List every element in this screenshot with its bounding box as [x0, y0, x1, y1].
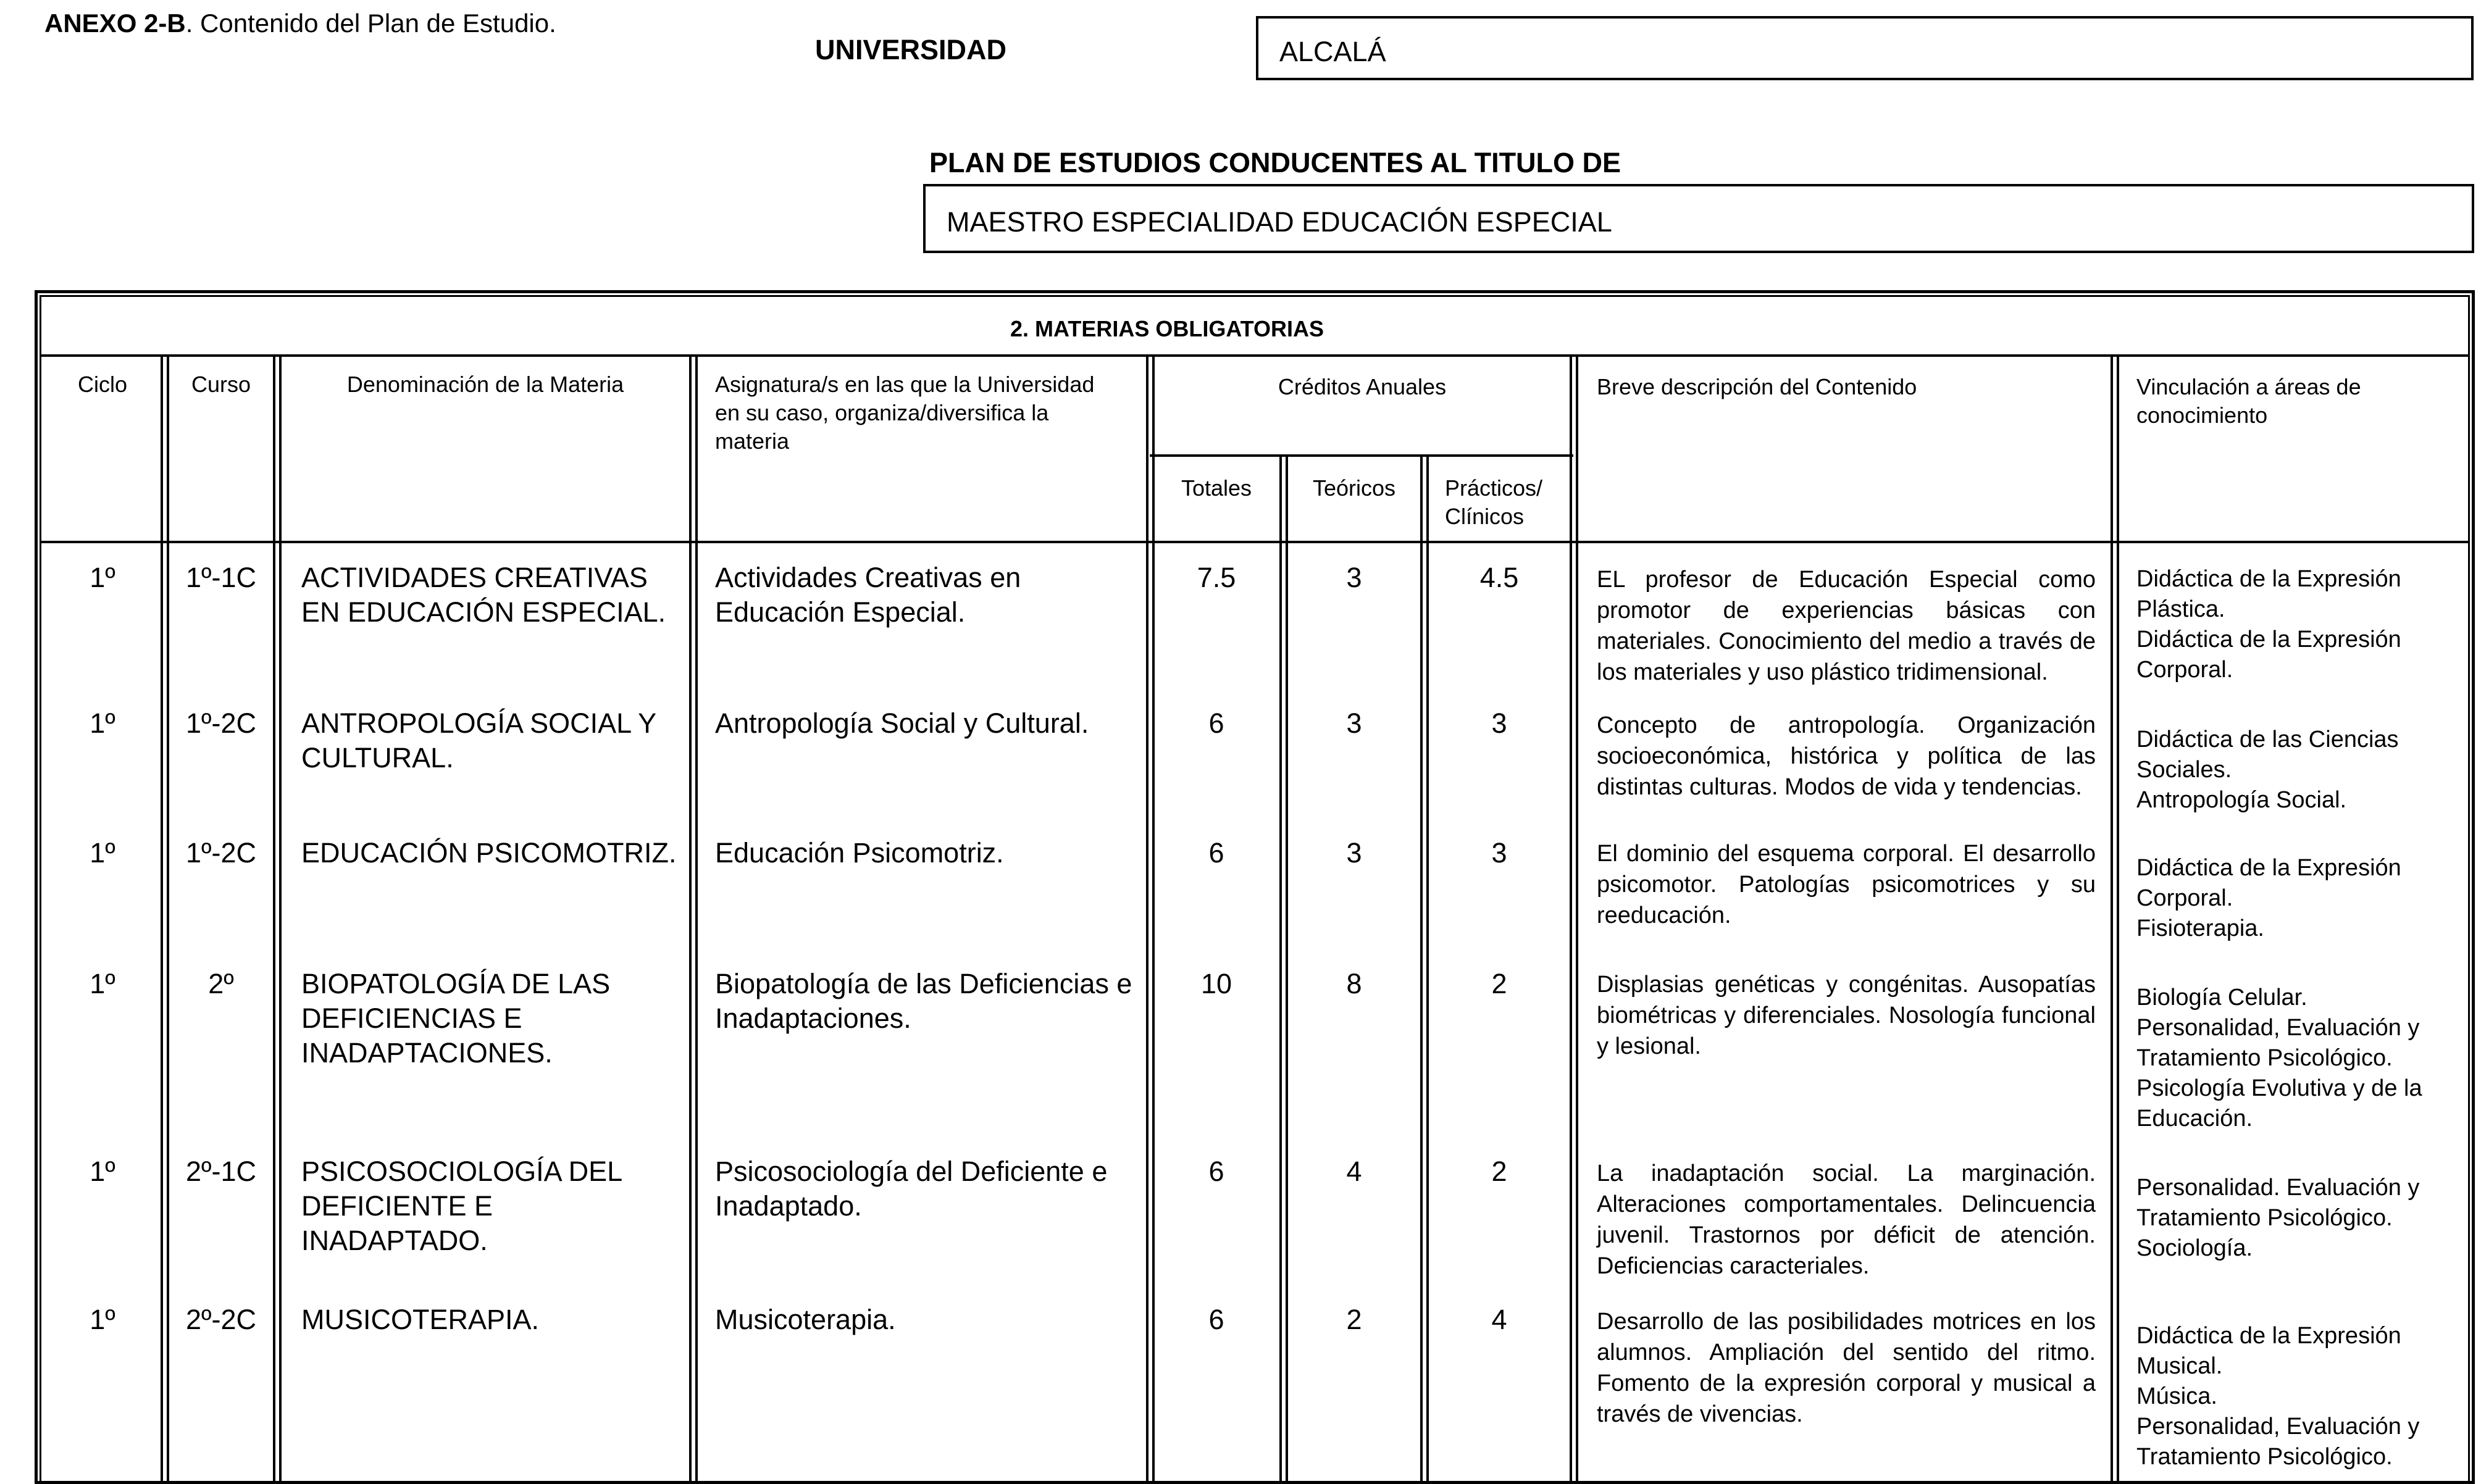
row-4-practicos: 2 [1491, 968, 1507, 999]
universidad-box [1256, 16, 2474, 80]
row-2-area-2: Antropología Social. [2136, 787, 2347, 813]
row-4-vinculacion [2136, 983, 2433, 1134]
col-divider [273, 354, 275, 1484]
header-asignatura: Asignatura/s en las que la Universidad en su caso, organiza/diversifica la materia [715, 372, 1095, 454]
row-2-teoricos: 3 [1346, 707, 1362, 739]
row-2-area-1: Didáctica de las Ciencias Sociales. [2136, 727, 2399, 783]
row-6-area-2: Música. [2136, 1383, 2217, 1409]
credits-subheader-separator [1150, 454, 1573, 457]
row-6-denominacion: MUSICOTERAPIA. [301, 1304, 540, 1335]
col-divider [1279, 454, 1282, 1484]
row-4-teoricos: 8 [1346, 968, 1362, 999]
row-2-denominacion: ANTROPOLOGÍA SOCIAL Y CULTURAL. [301, 707, 656, 773]
row-5-totales: 6 [1208, 1156, 1224, 1187]
header-teoricos: Teóricos [1312, 475, 1396, 501]
row-5-curso: 2º-1C [186, 1156, 256, 1187]
header-curso: Curso [191, 372, 251, 397]
row-2-ciclo: 1º [90, 707, 115, 739]
col-divider [1570, 354, 1572, 1484]
row-3-teoricos: 3 [1346, 837, 1362, 869]
plan-box [923, 184, 2474, 253]
row-2-practicos: 3 [1491, 707, 1507, 739]
row-6-ciclo: 1º [90, 1304, 115, 1335]
row-5-teoricos: 4 [1346, 1156, 1362, 1187]
row-1-teoricos: 3 [1346, 562, 1362, 593]
header-creditos: Créditos Anuales [1278, 374, 1447, 399]
header-descripcion: Breve descripción del Contenido [1597, 374, 1917, 399]
row-4-curso: 2º [208, 968, 234, 999]
header-totales: Totales [1181, 475, 1252, 501]
universidad-label: UNIVERSIDAD [815, 34, 1007, 65]
col-divider [1146, 354, 1148, 1484]
row-6-asignatura: Musicoterapia. [715, 1304, 896, 1335]
row-5-ciclo: 1º [90, 1156, 115, 1187]
row-3-curso: 1º-2C [186, 837, 256, 869]
row-3-asignatura: Educación Psicomotriz. [715, 837, 1004, 869]
title-separator [40, 354, 2470, 357]
plan-label: PLAN DE ESTUDIOS CONDUCENTES AL TITULO DE [929, 147, 1621, 178]
row-1-totales: 7.5 [1197, 562, 1236, 593]
row-1-area-2: Didáctica de la Expresión Corporal. [2136, 627, 2401, 683]
row-4-denominacion: BIOPATOLOGÍA DE LAS DEFICIENCIAS E INADAPTACIONES. [301, 968, 611, 1069]
row-1-denominacion: ACTIVIDADES CREATIVAS EN EDUCACIÓN ESPECIAL. [301, 562, 666, 628]
row-6-area-3: Personalidad, Evaluación y Tratamiento Psicológico. [2136, 1414, 2420, 1470]
row-1-vinculacion [2136, 564, 2433, 685]
annex-label: ANEXO 2-B [44, 9, 186, 38]
annex-caption [44, 9, 556, 38]
col-divider [695, 354, 698, 1484]
row-6-practicos: 4 [1491, 1304, 1507, 1335]
row-4-area-3: Psicología Evolutiva y de la Educación. [2136, 1075, 2422, 1132]
row-6-curso: 2º-2C [186, 1304, 256, 1335]
row-1-curso: 1º-1C [186, 562, 256, 593]
row-2-descripcion: Concepto de antropología. Organización socioeconómica, histórica y política de las distintas culturas. Modos de vida y tendencias. [1597, 712, 2096, 800]
row-5-practicos: 2 [1491, 1156, 1507, 1187]
row-1-area-1: Didáctica de la Expresión Plástica. [2136, 566, 2401, 622]
row-5-descripcion: La inadaptación social. La marginación. Alteraciones comportamentales. Delincuencia juvenil. Trastornos por déficit de atención. Deficiencias caracteriales. [1597, 1161, 2096, 1279]
row-5-vinculacion [2136, 1173, 2433, 1264]
row-5-asignatura: Psicosociología del Deficiente e Inadaptado. [715, 1156, 1108, 1222]
plan-value: MAESTRO ESPECIALIDAD EDUCACIÓN ESPECIAL [947, 206, 1612, 238]
row-6-teoricos: 2 [1346, 1304, 1362, 1335]
row-4-totales: 10 [1200, 968, 1232, 999]
row-1-descripcion: EL profesor de Educación Especial como promotor de experiencias básicas con materiales. Conocimiento del medio a través de los materiales y uso plástico tridimensional. [1597, 567, 2096, 685]
header-denominacion: Denominación de la Materia [346, 372, 624, 397]
row-4-descripcion: Displasias genéticas y congénitas. Ausopatías biométricas y diferenciales. Nosología funcional y lesional. [1597, 972, 2096, 1059]
row-4-area-2: Personalidad, Evaluación y Tratamiento Psicológico. [2136, 1015, 2420, 1071]
col-divider [2111, 354, 2113, 1484]
row-2-curso: 1º-2C [186, 707, 256, 739]
row-3-ciclo: 1º [90, 837, 115, 869]
col-divider [2117, 354, 2119, 1484]
row-3-denominacion: EDUCACIÓN PSICOMOTRIZ. [301, 837, 677, 869]
row-5-area-2: Sociología. [2136, 1235, 2253, 1261]
row-3-practicos: 3 [1491, 837, 1507, 869]
table-title: 2. MATERIAS OBLIGATORIAS [1010, 316, 1324, 341]
row-5-area-1: Personalidad. Evaluación y Tratamiento Psicológico. [2136, 1175, 2420, 1231]
row-4-asignatura: Biopatología de las Deficiencias e Inadaptaciones. [715, 968, 1132, 1034]
col-divider [279, 354, 282, 1484]
row-3-area-1: Didáctica de la Expresión Corporal. [2136, 855, 2401, 911]
row-3-area-2: Fisioterapia. [2136, 915, 2264, 941]
row-2-totales: 6 [1208, 707, 1224, 739]
row-2-vinculacion [2136, 725, 2433, 815]
row-1-practicos: 4.5 [1479, 562, 1519, 593]
header-bottom-rule [40, 541, 2470, 543]
header-vinculacion: Vinculación a áreas de conocimiento [2136, 374, 2361, 428]
row-6-vinculacion [2136, 1321, 2433, 1472]
header-ciclo: Ciclo [77, 372, 127, 397]
col-divider [1420, 454, 1423, 1484]
row-1-ciclo: 1º [90, 562, 115, 593]
row-3-totales: 6 [1208, 837, 1224, 869]
col-divider [689, 354, 692, 1484]
row-6-descripcion: Desarrollo de las posibilidades motrices en los alumnos. Ampliación del sentido del ritmo. Fomento de la expresión corporal y musical a través de vivencias. [1597, 1309, 2096, 1427]
row-6-totales: 6 [1208, 1304, 1224, 1335]
row-5-denominacion: PSICOSOCIOLOGÍA DEL DEFICIENTE E INADAPTADO. [301, 1156, 622, 1256]
col-divider [161, 354, 163, 1484]
header-practicos: Prácticos/ Clínicos [1445, 475, 1543, 529]
universidad-value: ALCALÁ [1279, 36, 1386, 67]
annex-description: . Contenido del Plan de Estudio. [185, 9, 556, 38]
col-divider [1576, 354, 1578, 1484]
row-4-area-1: Biología Celular. [2136, 985, 2307, 1011]
row-2-asignatura: Antropología Social y Cultural. [715, 707, 1089, 739]
row-3-vinculacion [2136, 853, 2433, 944]
row-4-ciclo: 1º [90, 968, 115, 999]
row-3-descripcion: El dominio del esquema corporal. El desarrollo psicomotor. Patologías psicomotrices y su reeducación. [1597, 841, 2096, 928]
row-1-asignatura: Actividades Creativas en Educación Especial. [715, 562, 1021, 628]
row-6-area-1: Didáctica de la Expresión Musical. [2136, 1323, 2401, 1379]
